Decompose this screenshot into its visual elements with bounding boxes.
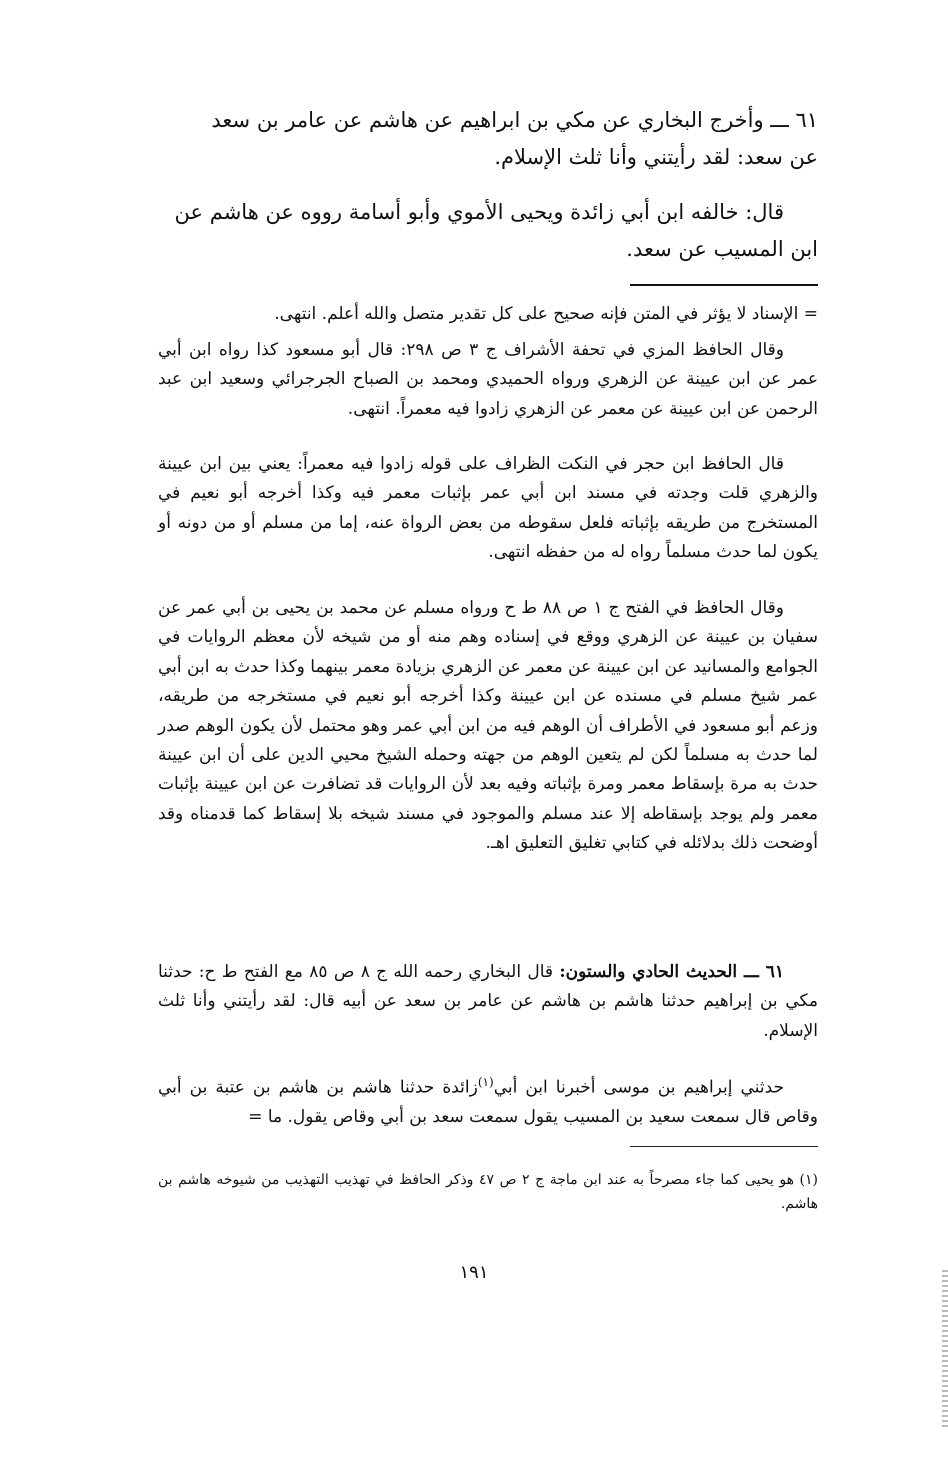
commentary-paragraph (158, 194, 818, 268)
commentary-line2: ابن المسيب عن سعد. (626, 237, 818, 261)
hadith-chain-paragraph (158, 1068, 818, 1132)
note-mizzi-paragraph: وقال الحافظ المزي في تحفة الأشراف ج ٣ ص ٢٩٨: قال أبو مسعود كذا رواه ابن أبي عمر عن ابن عيينة عن الزهري ورواه الحميدي ومحمد بن الصباح الجرجرائي وسعيد ابن عبد الرحمن عن ابن عيينة عن معمر عن الزهري زادوا فيه معمراً. انتهى. (158, 340, 818, 419)
footnote-number: (١) (799, 1172, 818, 1188)
note-continuation: = الإسناد لا يؤثر في المتن فإنه صحيح على كل تقدير متصل والله أعلم. انتهى. (274, 304, 818, 324)
hadith-61-text (158, 102, 818, 176)
hadith-61-line2: عن سعد: لقد رأيتني وأنا ثلث الإسلام. (494, 145, 818, 169)
page-number: ١٩١ (459, 1262, 489, 1283)
footnote-1 (158, 1168, 818, 1216)
notes-separator-rule (630, 284, 818, 286)
chain-text-end: زائدة حدثنا هاشم بن هاشم بن عتبة بن أبي وقاص قال سمعت سعيد بن المسيب يقول سمعت سعد بن أبي وقاص يقول. ما = (158, 1077, 818, 1128)
note-ibn-hajar-paragraph: قال الحافظ ابن حجر في النكت الظراف على قوله زادوا فيه معمراً: يعني بين ابن عيينة والزهري قلت وجدته في مسند ابن أبي عمر بإثبات معمر فيه وكذا أخرجه أبو نعيم في المستخرج من طريقه بإثباته فلعل سقوطه من بعض الرواة عنه، إما من مسلم أو من دونه أو يكون لما حدث مسلماً رواه له من حفظه انتهى. (158, 454, 818, 563)
chain-text-start: حدثني إبراهيم بن موسى أخبرنا ابن أبي (493, 1077, 785, 1098)
footnote-reference-mark: (١) (477, 1075, 494, 1089)
scan-edge-artifact (942, 1270, 948, 1430)
note-fath-paragraph: وقال الحافظ في الفتح ج ١ ص ٨٨ ط ح ورواه مسلم عن محمد بن يحيى بن أبي عمر عن سفيان بن عيينة عن الزهري ووقع في إسناده وهم منه أو من شيخه لأن معظم الروايات في الجوامع والمسانيد عن ابن عيينة عن معمر عن الزهري بزيادة معمر بينهما وكذا حدث به ابن أبي عمر شيخ مسلم في مسنده عن ابن عيينة وكذا أخرجه أبو نعيم في مستخرجه من طريقه، وزعم أبو مسعود في الأطراف أن الوهم فيه من ابن أبي عمر وهو محتمل لأن يكون الوهم صدر لما حدث به مسلماً لكن لم يتعين الوهم من جهته وحمله الشيخ محيي الدين على أن ابن عيينة حدث به مرة بإسقاط معمر ومرة بإثباته وفيه بعد لأن الروايات قد تضافرت عن ابن عيينة بإثبات معمر ولم يوجد بإسقاطه إلا عند مسلم والموجود في مسند شيخه بلا إسقاط كما قدمناه وقد أوضحت ذلك بدلائله في كتابي تغليق التعليق اهـ. (158, 598, 818, 854)
hadith-61-section (158, 958, 818, 1046)
section-heading: ٦١ ـــ الحديث الحادي والستون: (559, 962, 784, 982)
footnote-separator-rule (630, 1146, 818, 1147)
footnote-text: هو يحيى كما جاء مصرحاً به عند ابن ماجة ج ٢ ص ٤٧ وذكر الحافظ في تهذيب التهذيب من شيوخه هاشم بن هاشم. (158, 1172, 818, 1212)
commentary-line1: قال: خالفه ابن أبي زائدة ويحيى الأموي وأبو أسامة رووه عن هاشم عن (174, 200, 784, 224)
hadith-61-line1: ٦١ ـــ وأخرج البخاري عن مكي بن ابراهيم عن هاشم عن عامر بن سعد (211, 108, 818, 132)
section-heading-rest: قال البخاري رحمه الله ج ٨ ص ٨٥ مع الفتح ط ح: حدثنا مكي بن إبراهيم حدثنا هاشم بن هاشم عن عامر بن سعد عن أبيه قال: لقد رأيتني وأنا ثلث الإسلام. (158, 962, 818, 1041)
